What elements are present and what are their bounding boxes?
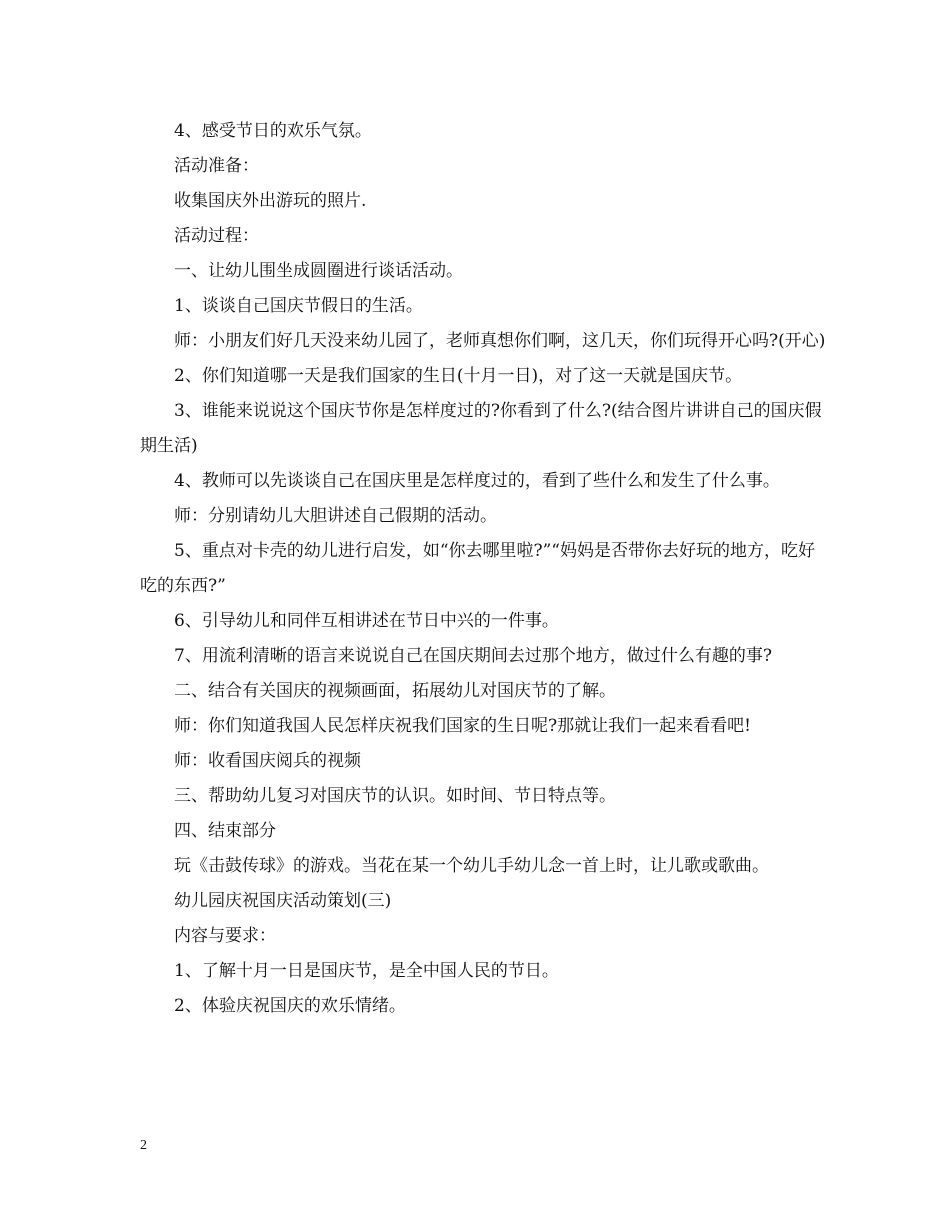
paragraph: 师：小朋友们好几天没来幼儿园了，老师真想你们啊，这几天，你们玩得开心吗?(开心)	[174, 331, 826, 351]
paragraph: 1、了解十月一日是国庆节，是全中国人民的节日。	[174, 961, 559, 981]
paragraph: 师：分别请幼儿大胆讲述自己假期的活动。	[174, 506, 497, 526]
paragraph: 4、感受节日的欢乐气氛。	[174, 121, 372, 141]
paragraph: 4、教师可以先谈谈自己在国庆里是怎样度过的，看到了些什么和发生了什么事。	[174, 471, 780, 491]
paragraph: 三、帮助幼儿复习对国庆节的认识。如时间、节日特点等。	[174, 786, 616, 806]
paragraph: 一、让幼儿围坐成圆圈进行谈话活动。	[174, 261, 463, 281]
section-heading: 活动过程：	[174, 226, 259, 246]
section-heading: 活动准备：	[174, 156, 259, 176]
paragraph: 玩《击鼓传球》的游戏。当花在某一个幼儿手幼儿念一首上时，让儿歌或歌曲。	[174, 856, 769, 876]
paragraph: 7、用流利清晰的语言来说说自己在国庆期间去过那个地方，做过什么有趣的事?	[174, 646, 772, 666]
paragraph: 师：你们知道我国人民怎样庆祝我们国家的生日呢?那就让我们一起来看看吧!	[174, 716, 751, 736]
paragraph: 3、谁能来说说这个国庆节你是怎样度过的?你看到了什么?(结合图片讲讲自己的国庆假期生活)	[140, 401, 822, 456]
paragraph: 二、结合有关国庆的视频画面，拓展幼儿对国庆节的了解。	[174, 681, 616, 701]
paragraph: 师：收看国庆阅兵的视频	[174, 751, 361, 771]
paragraph: 收集国庆外出游玩的照片.	[174, 191, 367, 211]
paragraph: 2、体验庆祝国庆的欢乐情绪。	[174, 996, 406, 1016]
section-heading: 内容与要求：	[174, 926, 276, 946]
paragraph: 6、引导幼儿和同伴互相讲述在节日中兴的一件事。	[174, 611, 559, 631]
paragraph: 5、重点对卡壳的幼儿进行启发，如“你去哪里啦?”“妈妈是否带你去好玩的地方，吃好吃的东西?”	[140, 541, 816, 596]
document-body	[140, 114, 830, 1024]
page-number: 2	[140, 1138, 147, 1153]
paragraph: 2、你们知道哪一天是我们国家的生日(十月一日)，对了这一天就是国庆节。	[174, 366, 743, 386]
section-heading: 四、结束部分	[174, 821, 276, 841]
paragraph: 1、谈谈自己国庆节假日的生活。	[174, 296, 423, 316]
section-title: 幼儿园庆祝国庆活动策划(三)	[174, 891, 392, 911]
